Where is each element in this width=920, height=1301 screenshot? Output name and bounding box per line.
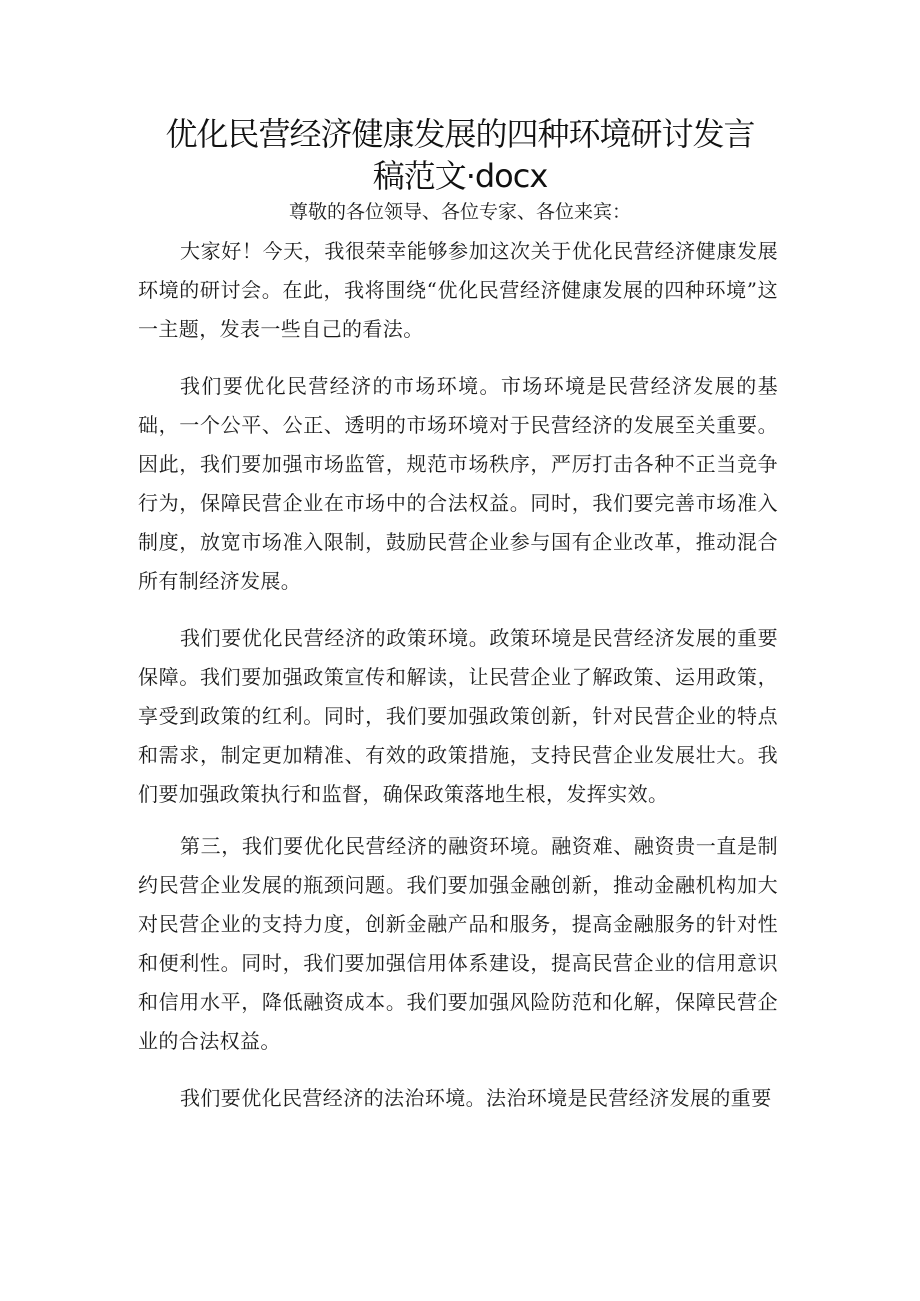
document-title — [120, 113, 800, 197]
paragraph-financing-environment: 第三，我们要优化民营经济的融资环境。融资难、融资贵一直是制约民营企业发展的瓶颈问题。我们要加强金融创新，推动金融机构加大对民营企业的支持力度，创新金融产品和服务，提高金融服务的针对性和便利性。同时，我们要加强信用体系建设，提高民营企业的信用意识和信用水平，降低融资成本。我们要加强风险防范和化解，保障民营企业的合法权益。 — [138, 834, 778, 1053]
title-line-2: 稿范文·docx — [372, 157, 548, 195]
paragraph-legal-environment: 我们要优化民营经济的法治环境。法治环境是民营经济发展的重要 — [180, 1086, 772, 1110]
paragraph-market-environment: 我们要优化民营经济的市场环境。市场环境是民营经济发展的基础，一个公平、公正、透明的市场环境对于民营经济的发展至关重要。因此，我们要加强市场监管，规范市场秩序，严厉打击各种不正当竞争行为，保障民营企业在市场中的合法权益。同时，我们要完善市场准入制度，放宽市场准入限制，鼓励民营企业参与国有企业改革，推动混合所有制经济发展。 — [138, 374, 778, 593]
salutation: 尊敬的各位领导、各位专家、各位来宾： — [288, 201, 631, 223]
paragraph-policy-environment: 我们要优化民营经济的政策环境。政策环境是民营经济发展的重要保障。我们要加强政策宣传和解读，让民营企业了解政策、运用政策，享受到政策的红利。同时，我们要加强政策创新，针对民营企业的特点和需求，制定更加精准、有效的政策措施，支持民营企业发展壮大。我们要加强政策执行和监督，确保政策落地生根，发挥实效。 — [138, 626, 778, 806]
title-line-1: 优化民营经济健康发展的四种环境研讨发言 — [165, 115, 755, 153]
paragraph-opening: 大家好！今天，我很荣幸能够参加这次关于优化民营经济健康发展环境的研讨会。在此，我将围绕“优化民营经济健康发展的四种环境”这一主题，发表一些自己的看法。 — [138, 239, 778, 341]
